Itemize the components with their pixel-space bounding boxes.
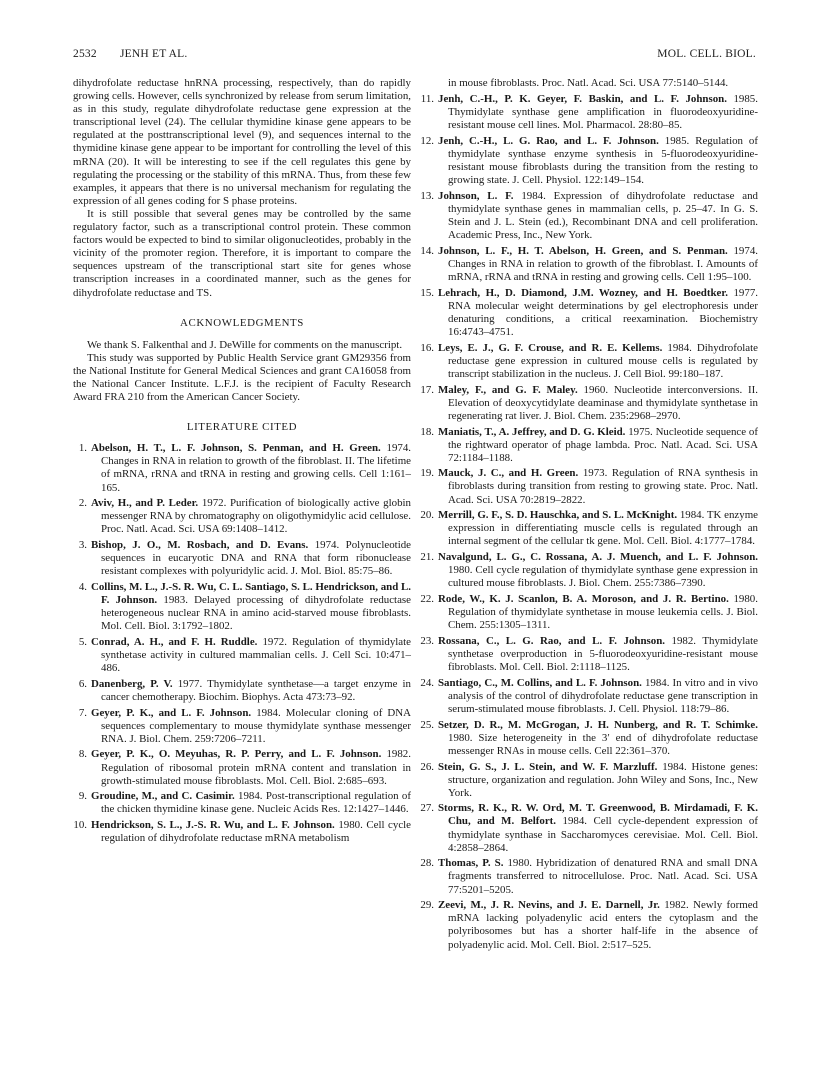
reference-authors: Abelson, H. T., L. F. Johnson, S. Penman, and H. Green. <box>91 442 381 455</box>
reference-continuation: in mouse fibroblasts. Proc. Natl. Acad. Sci. USA 77:5140–5144. <box>448 77 729 89</box>
reference-text: 1974. Polynucleotide sequences in eucaryotic DNA and RNA that form ribonuclease resistant complexes with polyuridylic acid. J. Mol. Biol. 85:75–86. <box>101 539 411 578</box>
reference-text: 1983. Delayed processing of dihydrofolate reductase heterogeneous nuclear RNA in amino acid-starved mouse fibroblasts. Mol. Cell. Biol. 3:1792–1802. <box>101 594 411 633</box>
reference-text: 1974. Changes in RNA in relation to growth of the fibroblast. I. Amounts of mRNA, rRNA and tRNA in resting and growing cells. Cell 1:95–100. <box>448 244 758 284</box>
reference-authors: Rossana, C., L. G. Rao, and L. F. Johnson. <box>438 634 665 647</box>
reference-text: 1980. Cell cycle regulation of dihydrofolate reductase mRNA metabolism <box>101 819 412 845</box>
reference-item <box>420 190 758 242</box>
reference-number: 22. <box>420 593 434 605</box>
reference-text: 1984. In vitro and in vivo analysis of the control of dihydrofolate reductase gene transcription in serum-stimulated mouse fibroblasts. J. Cell. Physiol. 118:79–86. <box>448 676 758 715</box>
reference-authors: Groudine, M., and C. Casimir. <box>91 790 235 803</box>
reference-number: 7. <box>78 706 87 719</box>
reference-item <box>420 135 758 187</box>
reference-authors: Stein, G. S., J. L. Stein, and W. F. Marzluff. <box>438 760 658 773</box>
running-head-journal: MOL. CELL. BIOL. <box>657 48 756 60</box>
reference-authors: Collins, M. L., J.-S. R. Wu, C. L. Santiago, S. L. Hendrickson, and L. F. Johnson. <box>91 580 411 607</box>
acknowledgments-paragraph: This study was supported by Public Health Service grant GM29356 from the National Institute for General Medical Sciences and grant CA16058 from the National Cancer Institute. L.F.J. is the recipient of Faculty Research Award FRA 210 from the American Cancer Society. <box>73 351 411 404</box>
reference-authors: Maley, F., and G. F. Maley. <box>438 383 578 396</box>
reference-item <box>420 342 758 381</box>
reference-authors: Jenh, C.-H., L. G. Rao, and L. F. Johnson. <box>438 134 659 147</box>
reference-authors: Setzer, D. R., M. McGrogan, J. H. Nunberg, and R. T. Schimke. <box>438 718 758 731</box>
reference-item <box>73 497 411 536</box>
reference-authors: Hendrickson, S. L., J.-S. R. Wu, and L. F. Johnson. <box>91 819 335 832</box>
reference-number: 25. <box>420 718 434 731</box>
reference-authors: Geyer, P. K., O. Meyuhas, R. P. Perry, and L. F. Johnson. <box>91 748 382 761</box>
reference-number: 26. <box>420 760 434 773</box>
reference-number: 24. <box>420 676 434 689</box>
reference-number: 20. <box>420 509 434 522</box>
reference-text: 1977. RNA molecular weight determinations by gel electrophoresis under denaturing conditions, a critical reexamination. Biochemistry 16:4743–4751. <box>448 286 758 339</box>
reference-number: 16. <box>420 341 434 354</box>
reference-number: 2. <box>78 497 87 510</box>
reference-authors: Johnson, L. F. <box>438 189 514 202</box>
reference-text: 1984. Expression of dihydrofolate reductase and thymidylate synthase genes in mammalian cells, p. 25–47. In G. S. Stein and J. L. Stein (ed.), Recombinant DNA and cell proliferation. Academic Press, Inc., New York. <box>448 189 758 242</box>
reference-authors: Aviv, H., and P. Leder. <box>91 497 199 510</box>
reference-item <box>73 678 411 704</box>
reference-item <box>420 426 758 465</box>
reference-authors: Leys, E. J., G. F. Crouse, and R. E. Kellems. <box>438 341 663 354</box>
reference-text: 1972. Purification of biologically active globin messenger RNA by chromatography on oligothymidylic acid cellulose. Proc. Natl. Acad. Sci. USA 69:1408–1412. <box>101 497 411 536</box>
literature-cited-heading: LITERATURE CITED <box>186 421 298 434</box>
right-column <box>420 77 758 954</box>
reference-authors: Thomas, P. S. <box>438 857 504 870</box>
reference-item <box>420 384 758 423</box>
reference-item <box>420 245 758 284</box>
reference-number: 14. <box>420 244 434 257</box>
reference-item <box>73 539 411 578</box>
reference-number: 11. <box>420 93 434 106</box>
reference-authors: Santiago, C., M. Collins, and L. F. Johnson. <box>438 676 642 689</box>
reference-text: 1960. Nucleotide interconversions. II. Elevation of deoxycytidylate deaminase and thymidylate synthetase in regenerating rat liver. J. Biol. Chem. 235:2968–2970. <box>448 383 758 422</box>
reference-item <box>420 509 758 548</box>
reference-text: 1982. Thymidylate synthetase overproduction in 5-fluorodeoxyuridine-resistant mouse fibroblasts. Mol. Cell. Biol. 2:1118–1125. <box>448 634 758 674</box>
reference-item <box>420 761 758 800</box>
reference-text: 1984. Cell cycle-dependent expression of thymidylate synthase in Saccharomyces cerevisiae. Mol. Cell. Biol. 4:2858–2864. <box>448 815 758 854</box>
reference-number: 18. <box>420 425 434 438</box>
reference-text: 1977. Thymidylate synthetase—a target enzyme in cancer chemotherapy. Biochim. Biophys. Acta 473:73–92. <box>101 677 411 703</box>
reference-number: 8. <box>78 748 87 761</box>
reference-number: 28. <box>420 857 434 870</box>
reference-item <box>420 635 758 674</box>
reference-authors: Merrill, G. F., S. D. Hauschka, and S. L. McKnight. <box>438 509 678 522</box>
reference-authors: Lehrach, H., D. Diamond, J.M. Wozney, and H. Boedtker. <box>438 286 728 299</box>
reference-number: 19. <box>420 467 434 480</box>
reference-authors: Storms, R. K., R. W. Ord, M. T. Greenwood, B. Mirdamadi, F. K. Chu, and M. Belfort. <box>438 802 758 828</box>
reference-authors: Mauck, J. C., and H. Green. <box>438 467 579 480</box>
reference-authors: Maniatis, T., A. Jeffrey, and D. G. Kleid. <box>438 425 626 438</box>
reference-authors: Rode, W., K. J. Scanlon, B. A. Moroson, and J. R. Bertino. <box>438 593 729 605</box>
reference-text: 1975. Nucleotide sequence of the rightward operator of phage lambda. Proc. Natl. Acad. Sci. USA 72:1184–1188. <box>448 425 758 464</box>
reference-number: 1. <box>78 442 87 455</box>
reference-number: 3. <box>78 539 87 552</box>
page-number: 2532 <box>73 48 97 60</box>
reference-item <box>73 790 411 816</box>
body-paragraph: It is still possible that several genes may be controlled by the same regulatory factor, such as a transcriptional control protein. These common factors would be expected to bind to similar oligonucleotides, probably in the vicinity of the promoter region. Therefore, it is important to compare the sequences upstream of the transcriptional start site for genes whose transcription increases in a coordinated manner, such as the genes for dihydrofolate reductase and TS. <box>73 207 411 299</box>
body-paragraph: dihydrofolate reductase hnRNA processing, respectively, than do rapidly growing cells. However, cells synchronized by release from serum limitation, as in this study, regulate dihydrofolate reductase gene expression at the transcriptional level (24). The cellular thymidine kinase gene appears to be regulated at the posttranscriptional level (9), and sequences internal to the thymidine kinase gene appear to be important for controlling the level of this mRNA (20). It will be interesting to see if the cell regulates this gene by regulating the processing or the stability of this mRNA. Thus, from these few examples, it appears that there is no universal mechanism for regulating the expression of all genes coding for S phase proteins. <box>73 77 411 207</box>
reference-number: 10. <box>73 819 87 832</box>
reference-text: 1980. Hybridization of denatured RNA and small DNA fragments transferred to nitrocellulose. Proc. Natl. Acad. Sci. USA 77:5201–5205. <box>448 857 758 896</box>
running-head-authors: JENH ET AL. <box>120 48 188 60</box>
reference-item <box>420 899 758 951</box>
reference-item <box>420 857 758 896</box>
reference-authors: Navalgund, L. G., C. Rossana, A. J. Muench, and L. F. Johnson. <box>438 551 758 564</box>
reference-number: 6. <box>78 677 87 690</box>
reference-text: 1984. Dihydrofolate reductase gene expression in cultured mouse cells is regulated by transcript stabilization in the nucleus. J. Cell Biol. 99:180–187. <box>448 341 758 380</box>
reference-item <box>420 287 758 339</box>
reference-number: 13. <box>420 189 434 202</box>
reference-item <box>73 707 411 746</box>
reference-item <box>420 93 758 132</box>
reference-authors: Danenberg, P. V. <box>91 677 173 690</box>
reference-text: 1982. Regulation of ribosomal protein mRNA content and translation in growth-stimulated mouse fibroblasts. Mol. Cell. Biol. 2:685–693. <box>101 748 411 787</box>
acknowledgments-heading: ACKNOWLEDGMENTS <box>180 316 304 329</box>
reference-item <box>73 819 411 845</box>
reference-authors: Johnson, L. F., H. T. Abelson, H. Green, and S. Penman. <box>438 244 728 257</box>
reference-text: 1984. TK enzyme expression in differentiating muscle cells is regulated through an internal segment of the cellular tk gene. Mol. Cell. Biol. 4:1777–1784. <box>448 509 758 548</box>
reference-text: 1985. Thymidylate synthase gene amplification in fluorodeoxyuridine-resistant mouse cell lines. Mol. Pharmacol. 28:80–85. <box>448 93 758 132</box>
reference-authors: Jenh, C.-H., P. K. Geyer, F. Baskin, and L. F. Johnson. <box>438 93 727 106</box>
reference-number: 21. <box>420 551 434 564</box>
reference-number: 15. <box>420 286 434 299</box>
reference-item <box>73 748 411 787</box>
reference-item <box>73 636 411 675</box>
reference-text: 1984. Post-transcriptional regulation of the chicken thymidine kinase gene. Nucleic Acids Res. 12:1427–1446. <box>101 790 411 816</box>
reference-number: 27. <box>420 802 434 815</box>
reference-number: 29. <box>420 899 434 912</box>
reference-item <box>420 719 758 758</box>
reference-number: 4. <box>78 580 87 593</box>
reference-number: 5. <box>78 635 87 648</box>
reference-text: 1982. Newly formed mRNA lacking polyadenylic acid enters the cytoplasm and the polyribosomes but has a shorter half-life in the absence of polyadenylic acid. Mol. Cell. Biol. 2:517–525. <box>448 899 758 951</box>
reference-item <box>420 593 758 632</box>
reference-text: 1974. Changes in RNA in relation to growth of the fibroblast. II. The lifetime of mRNA, rRNA and tRNA in resting and growing cells. Cell 1:161–165. <box>101 442 412 494</box>
reference-text: 1980. Regulation of thymidylate synthetase in mouse leukemia cells. J. Biol. Chem. 255:1305–1311. <box>448 593 758 632</box>
reference-item <box>420 677 758 716</box>
reference-number: 23. <box>420 634 434 647</box>
reference-item <box>73 581 411 633</box>
reference-number: 12. <box>420 134 434 147</box>
reference-authors: Geyer, P. K., and L. F. Johnson. <box>91 706 252 719</box>
reference-authors: Conrad, A. H., and F. H. Ruddle. <box>91 635 258 648</box>
reference-text: 1980. Cell cycle regulation of thymidylate synthase gene expression in cultured mouse fibroblasts. J. Biol. Chem. 255:7386–7390. <box>448 564 758 590</box>
reference-authors: Bishop, J. O., M. Rosbach, and D. Evans. <box>91 539 309 552</box>
left-column <box>73 77 411 848</box>
reference-text: 1972. Regulation of thymidylate synthetase activity in cultured mammalian cells. J. Cell Sci. 10:471–486. <box>101 635 411 675</box>
reference-item <box>420 467 758 506</box>
reference-number: 17. <box>420 383 434 396</box>
reference-list-right <box>420 93 758 952</box>
acknowledgments-paragraph: We thank S. Falkenthal and J. DeWille for comments on the manuscript. <box>87 338 403 351</box>
reference-text: 1985. Regulation of thymidylate synthase enzyme synthesis in 5-fluorodeoxyuridine-resistant mouse fibroblasts during the transition from the resting to growing state. J. Cell. Physiol. 122:149–154. <box>448 134 759 187</box>
reference-item <box>420 551 758 590</box>
reference-authors: Zeevi, M., J. R. Nevins, and J. E. Darnell, Jr. <box>438 899 660 912</box>
reference-item <box>420 802 758 854</box>
reference-text: 1984. Molecular cloning of DNA sequences complementary to mouse thymidylate synthase messenger RNA. J. Biol. Chem. 259:7206–7211. <box>101 706 412 745</box>
reference-text: 1980. Size heterogeneity in the 3′ end of dihydrofolate reductase messenger RNAs in mouse cells. Cell 22:361–370. <box>448 731 758 757</box>
reference-item <box>73 442 411 494</box>
reference-text: 1973. Regulation of RNA synthesis in fibroblasts during transition from resting to growing state. Proc. Natl. Acad. Sci. USA 70:2819–2822. <box>448 467 758 506</box>
reference-number: 9. <box>78 790 87 803</box>
reference-list-left <box>73 442 411 845</box>
reference-text: 1984. Histone genes: structure, organization and regulation. John Wiley and Sons, Inc., New York. <box>448 760 758 799</box>
